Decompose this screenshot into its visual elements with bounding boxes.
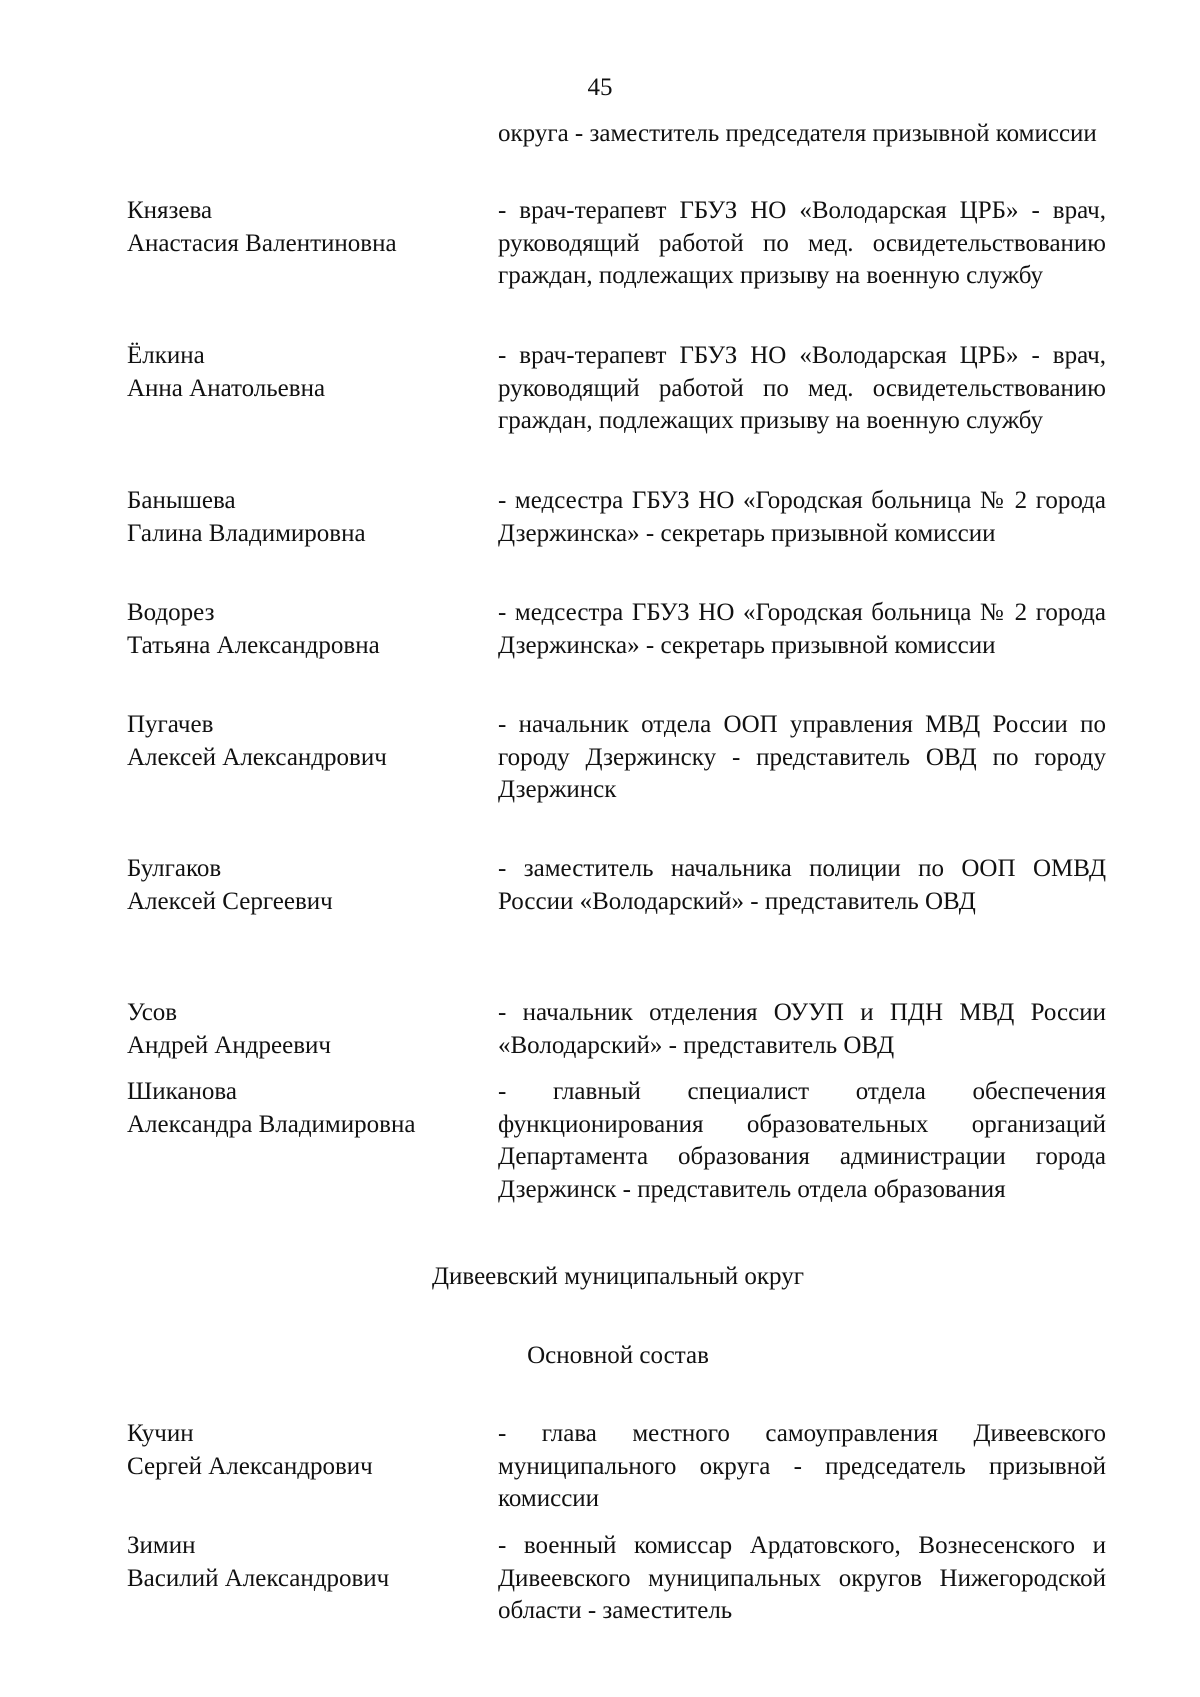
member-given-name: Анастасия Валентиновна bbox=[127, 229, 397, 257]
member-surname: Князева bbox=[127, 197, 213, 224]
member-name bbox=[127, 195, 487, 260]
member-name bbox=[127, 485, 487, 550]
member-role: - врач-терапевт ГБУЗ НО «Володарская ЦРБ» - врач, руководящий работой по мед. освидетельствованию граждан, подлежащих призыву на военную службу bbox=[498, 342, 1106, 434]
member-surname: Банышева bbox=[127, 487, 236, 514]
member-surname: Шиканова bbox=[127, 1078, 237, 1105]
member-surname: Булгаков bbox=[127, 855, 222, 882]
member-name bbox=[127, 1076, 487, 1141]
member-given-name: Татьяна Александровна bbox=[127, 631, 380, 659]
member-name bbox=[127, 709, 487, 774]
section-heading: Дивеевский муниципальный округ bbox=[432, 1263, 804, 1290]
member-name bbox=[127, 597, 487, 662]
member-role: - заместитель начальника полиции по ООП ОМВД России «Володарский» - представитель ОВД bbox=[498, 855, 1106, 915]
subsection-heading: Основной состав bbox=[527, 1342, 709, 1369]
member-surname: Усов bbox=[127, 999, 178, 1026]
member-surname: Зимин bbox=[127, 1532, 196, 1559]
member-role: - начальник отдела ООП управления МВД России по городу Дзержинску - представитель ОВД по городу Дзержинск bbox=[498, 711, 1106, 803]
member-given-name: Андрей Андреевич bbox=[127, 1031, 331, 1059]
member-given-name: Анна Анатольевна bbox=[127, 374, 326, 402]
page-number: 45 bbox=[587, 74, 613, 101]
member-given-name: Алексей Сергеевич bbox=[127, 887, 333, 915]
member-name bbox=[127, 853, 487, 918]
member-role: - начальник отделения ОУУП и ПДН МВД России «Володарский» - представитель ОВД bbox=[498, 999, 1106, 1059]
member-name bbox=[127, 997, 487, 1062]
member-surname: Кучин bbox=[127, 1420, 194, 1447]
member-role: - главный специалист отдела обеспечения функционирования образовательных организаций Департамента образования администрации города Дзержинск - представитель отдела образования bbox=[498, 1078, 1106, 1203]
member-given-name: Галина Владимировна bbox=[127, 519, 366, 547]
member-given-name: Сергей Александрович bbox=[127, 1452, 373, 1480]
member-surname: Ёлкина bbox=[127, 342, 205, 369]
member-role: - врач-терапевт ГБУЗ НО «Володарская ЦРБ» - врач, руководящий работой по мед. освидетельствованию граждан, подлежащих призыву на военную службу bbox=[498, 197, 1106, 289]
member-surname: Пугачев bbox=[127, 711, 214, 738]
member-given-name: Александра Владимировна bbox=[127, 1110, 416, 1138]
member-given-name: Василий Александрович bbox=[127, 1564, 390, 1592]
member-role: - медсестра ГБУЗ НО «Городская больница № 2 города Дзержинска» - секретарь призывной комиссии bbox=[498, 599, 1106, 659]
member-role: - военный комиссар Ардатовского, Вознесенского и Дивеевского муниципальных округов Нижегородской области - заместитель bbox=[498, 1532, 1106, 1624]
member-role: - глава местного самоуправления Дивеевского муниципального округа - председатель призывной комиссии bbox=[498, 1420, 1106, 1512]
member-surname: Водорез bbox=[127, 599, 215, 626]
member-given-name: Алексей Александрович bbox=[127, 743, 387, 771]
member-name bbox=[127, 340, 487, 405]
continuation-text: округа - заместитель председателя призывной комиссии bbox=[498, 120, 1097, 147]
member-name bbox=[127, 1530, 487, 1595]
member-name bbox=[127, 1418, 487, 1483]
member-role: - медсестра ГБУЗ НО «Городская больница № 2 города Дзержинска» - секретарь призывной комиссии bbox=[498, 487, 1106, 547]
